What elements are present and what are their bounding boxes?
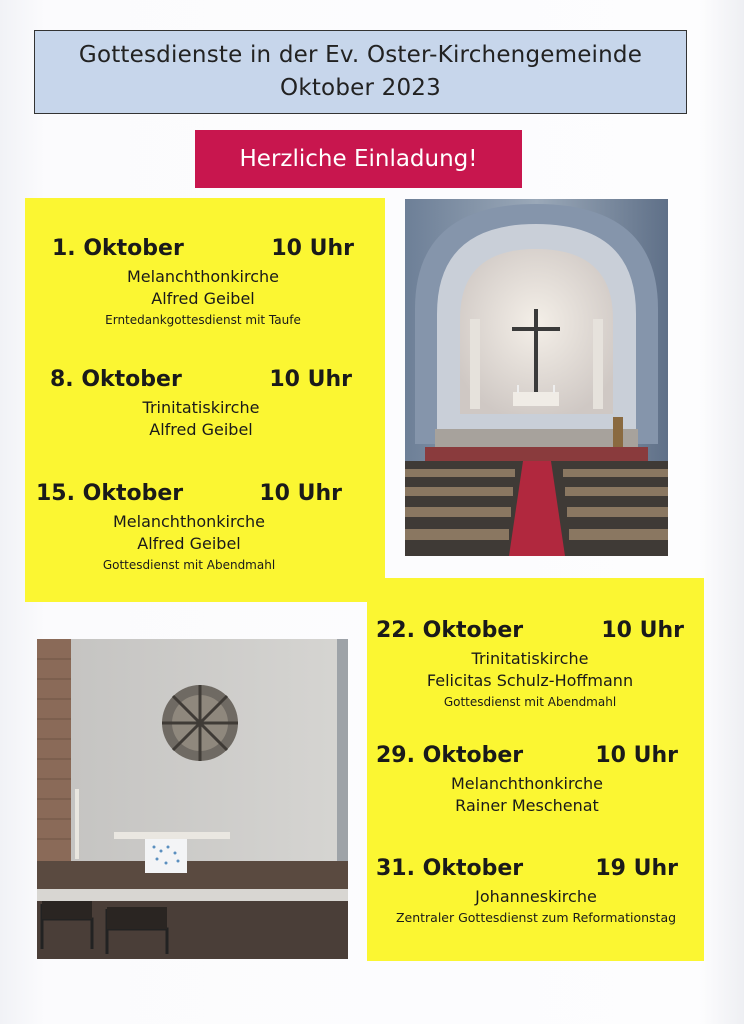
event-church: Johanneskirche [475,887,597,906]
event-time: 10 Uhr [259,481,342,506]
event-church: Trinitatiskirche [471,649,589,668]
header-box [34,30,687,114]
invitation-banner: Herzliche Einladung! [195,130,522,188]
header-title: Gottesdienste in der Ev. Oster-Kirchengemeinde [78,42,643,68]
event-date: 1. Oktober [52,236,184,261]
event-note: Erntedankgottesdienst mit Taufe [105,313,301,327]
header-subtitle: Oktober 2023 [280,75,441,101]
event-person: Rainer Meschenat [455,796,599,815]
event-oct-8 [50,367,352,441]
event-oct-15 [36,481,342,575]
event-time: 10 Uhr [595,743,678,768]
event-church: Trinitatiskirche [142,398,260,417]
altar-photo [37,639,348,959]
event-date: 29. Oktober [376,743,524,768]
event-date: 8. Oktober [50,367,182,392]
event-church: Melanchthonkirche [126,267,280,286]
event-date: 15. Oktober [36,481,184,506]
event-person: Alfred Geibel [137,534,241,553]
event-oct-29 [376,743,678,817]
event-date: 22. Oktober [376,618,524,643]
event-date: 31. Oktober [376,856,524,881]
event-time: 10 Uhr [601,618,684,643]
event-church: Melanchthonkirche [112,512,266,531]
event-oct-31 [376,856,696,928]
event-oct-22 [376,618,684,712]
event-note: Zentraler Gottesdienst zum Reformationstag [395,910,677,925]
event-note: Gottesdienst mit Abendmahl [443,695,617,709]
church-interior-photo [405,199,668,556]
yellow-panel-joint [367,578,385,602]
event-note: Gottesdienst mit Abendmahl [102,558,276,572]
event-oct-1 [52,236,354,330]
event-time: 10 Uhr [271,236,354,261]
event-person: Alfred Geibel [151,289,255,308]
event-person: Felicitas Schulz-Hoffmann [426,671,634,690]
event-church: Melanchthonkirche [450,774,604,793]
event-time: 19 Uhr [595,856,678,881]
event-time: 10 Uhr [269,367,352,392]
event-person: Alfred Geibel [149,420,253,439]
